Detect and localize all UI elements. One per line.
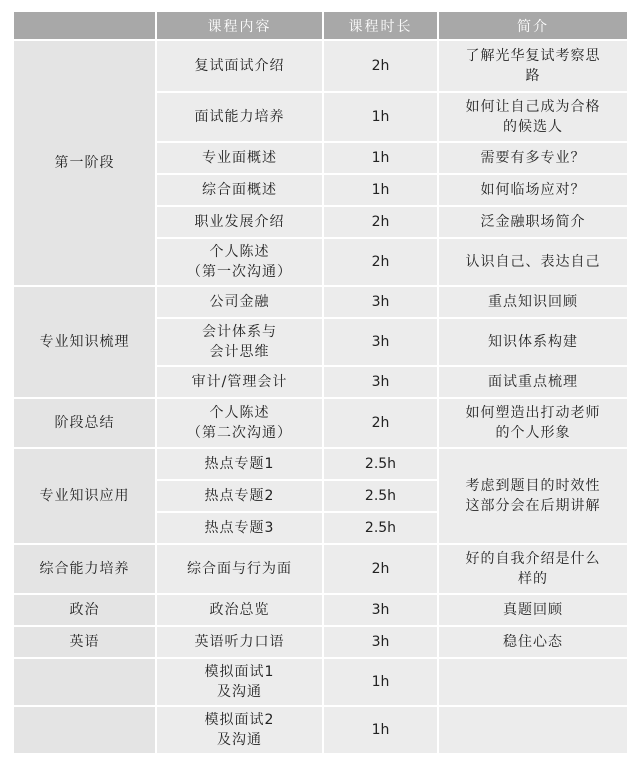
content-cell [157,239,322,285]
duration-cell: 1h [324,659,437,705]
duration-cell: 2.5h [324,513,437,543]
header-row [14,12,627,39]
intro-cell [439,707,627,753]
duration-cell: 2h [324,239,437,285]
cell-line: 好的自我介绍是什么 [465,551,601,567]
header-intro: 简介 [439,12,627,39]
duration-cell: 3h [324,367,437,397]
cell-line: 考虑到题目的时效性 [465,478,601,494]
cell-line: 模拟面试1 [204,664,275,680]
cell-line: 复试面试介绍 [194,58,285,74]
cell-line: 热点专题1 [204,456,275,472]
intro-cell [439,175,627,205]
cell-line: 公司金融 [209,294,270,310]
cell-line: 模拟面试2 [204,712,275,728]
intro-cell [439,545,627,593]
cell-line: 如何塑造出打动老师 [465,405,601,421]
duration-cell: 2h [324,545,437,593]
stage-cell [14,707,155,753]
cell-line: 泛金融职场简介 [480,214,586,230]
content-cell [157,449,322,479]
intro-cell [439,93,627,141]
duration-cell: 1h [324,175,437,205]
duration-cell: 2.5h [324,481,437,511]
content-cell [157,41,322,91]
cell-line: 个人陈述 [209,405,270,421]
table-row [14,707,627,753]
intro-cell [439,627,627,657]
intro-cell [439,287,627,317]
table-row [14,449,627,479]
content-cell [157,319,322,365]
table-body [14,41,627,753]
duration-cell: 3h [324,287,437,317]
intro-cell [439,367,627,397]
cell-line: 真题回顾 [503,602,563,618]
intro-cell [439,143,627,173]
cell-line: 认识自己、表达自己 [465,254,601,270]
table-row [14,545,627,593]
duration-cell: 2h [324,399,437,447]
stage-cell: 阶段总结 [14,399,155,447]
header-stage [14,12,155,39]
content-cell [157,287,322,317]
content-cell [157,175,322,205]
cell-line: 面试重点梳理 [488,374,578,390]
content-cell [157,627,322,657]
header-duration: 课程时长 [324,12,437,39]
cell-line: 需要有多专业？ [480,150,586,166]
intro-cell [439,207,627,237]
course-schedule-table [12,10,629,755]
duration-cell: 1h [324,93,437,141]
intro-cell [439,595,627,625]
content-cell [157,481,322,511]
cell-line: 审计/管理会计 [191,374,288,390]
duration-cell: 2.5h [324,449,437,479]
cell-line: 专业面概述 [202,150,277,166]
table-row [14,399,627,447]
duration-cell: 3h [324,627,437,657]
intro-cell [439,659,627,705]
table-row [14,287,627,317]
stage-cell: 政治 [14,595,155,625]
cell-line: （第二次沟通） [187,425,292,441]
stage-cell: 综合能力培养 [14,545,155,593]
table-row [14,595,627,625]
cell-line: 如何临场应对？ [480,182,586,198]
intro-cell [439,41,627,91]
cell-line: 职业发展介绍 [194,214,285,230]
duration-cell: 3h [324,319,437,365]
cell-line: （第一次沟通） [187,264,292,280]
content-cell [157,659,322,705]
cell-line: 了解光华复试考察思 [465,48,601,64]
cell-line: 重点知识回顾 [488,294,578,310]
cell-line: 的个人形象 [495,425,571,441]
cell-line: 这部分会在后期讲解 [465,498,601,514]
content-cell [157,545,322,593]
cell-line: 综合面概述 [202,182,277,198]
cell-line: 的候选人 [503,119,563,135]
cell-line: 样的 [518,571,548,587]
cell-line: 会计体系与 [202,324,277,340]
cell-line: 路 [525,68,541,84]
stage-cell: 专业知识应用 [14,449,155,543]
cell-line: 及沟通 [217,732,262,748]
table-row [14,659,627,705]
duration-cell: 2h [324,207,437,237]
duration-cell: 1h [324,143,437,173]
content-cell [157,207,322,237]
header-content: 课程内容 [157,12,322,39]
content-cell [157,93,322,141]
content-cell [157,143,322,173]
cell-line: 如何让自己成为合格 [465,99,601,115]
cell-line: 稳住心态 [503,634,563,650]
intro-cell [439,239,627,285]
duration-cell: 1h [324,707,437,753]
duration-cell: 2h [324,41,437,91]
cell-line: 知识体系构建 [488,334,578,350]
cell-line: 面试能力培养 [194,109,285,125]
cell-line: 英语听力口语 [194,634,285,650]
duration-cell: 3h [324,595,437,625]
cell-line: 综合面与行为面 [187,561,292,577]
cell-line: 政治总览 [209,602,270,618]
content-cell [157,707,322,753]
table-row [14,41,627,91]
intro-cell [439,319,627,365]
intro-cell [439,449,627,543]
cell-line: 个人陈述 [209,244,270,260]
cell-line: 会计思维 [209,344,270,360]
content-cell [157,367,322,397]
stage-cell [14,659,155,705]
stage-cell: 第一阶段 [14,41,155,285]
intro-cell [439,399,627,447]
content-cell [157,513,322,543]
stage-cell: 专业知识梳理 [14,287,155,397]
stage-cell: 英语 [14,627,155,657]
content-cell [157,399,322,447]
cell-line: 及沟通 [217,684,262,700]
content-cell [157,595,322,625]
cell-line: 热点专题3 [204,520,275,536]
table-row [14,627,627,657]
cell-line: 热点专题2 [204,488,275,504]
